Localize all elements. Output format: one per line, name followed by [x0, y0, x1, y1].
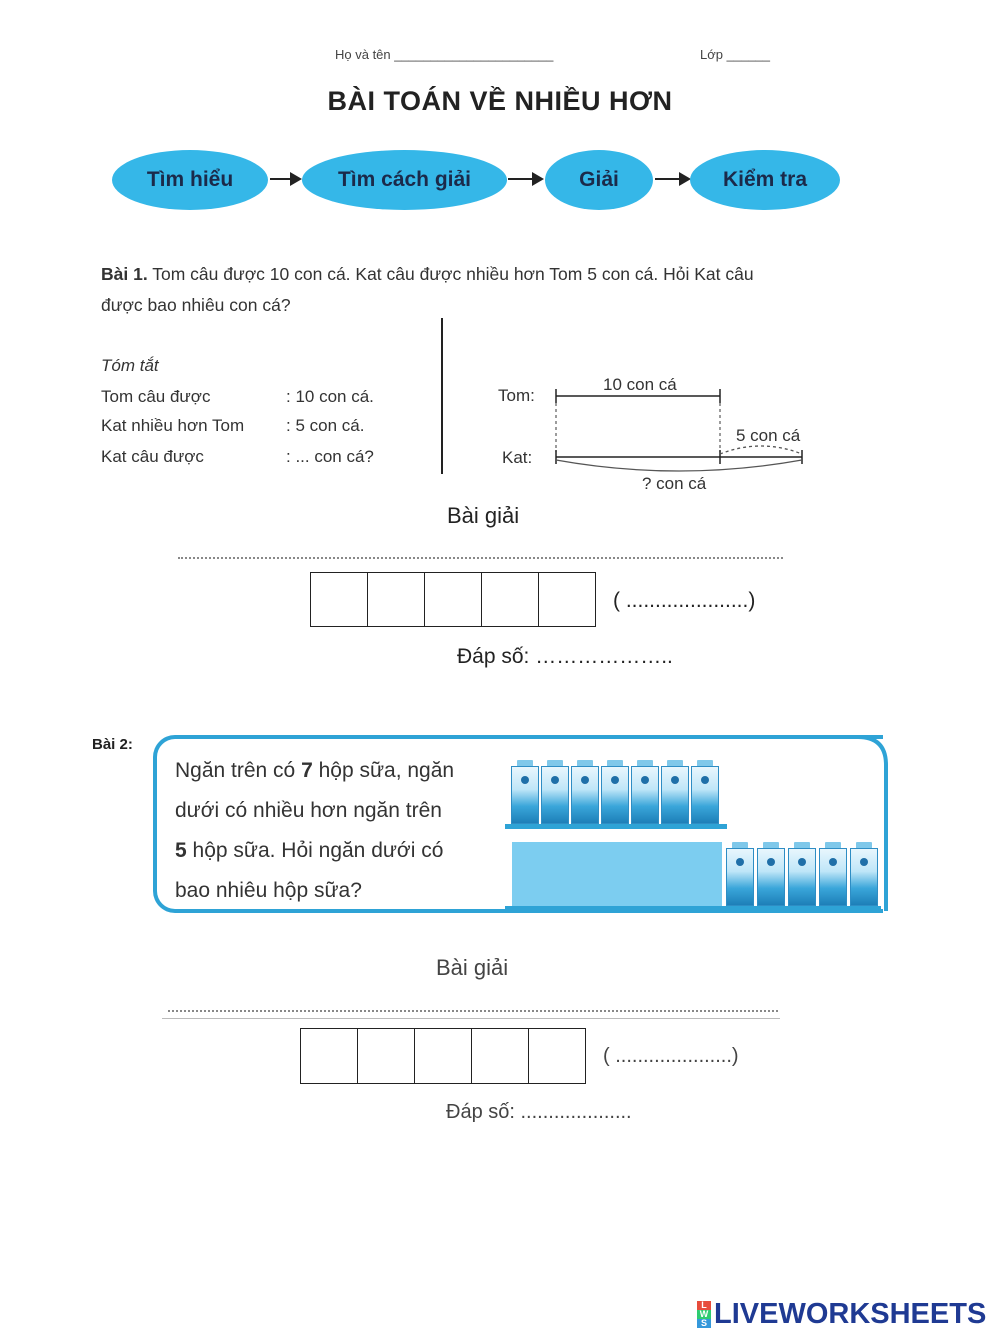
text: Ngăn trên có — [175, 759, 302, 782]
bai2-line2: dưới có nhiều hơn ngăn trên — [175, 799, 442, 822]
liveworksheets-logo — [697, 1298, 986, 1331]
bai2-unit-blank[interactable]: ( .....................) — [603, 1045, 739, 1067]
class-label: Lớp — [700, 47, 723, 62]
answer-box[interactable] — [481, 572, 539, 627]
answer-box[interactable] — [424, 572, 482, 627]
arrow-icon — [655, 178, 689, 180]
summary-row-2 — [101, 416, 364, 436]
step-giai: Giải — [545, 150, 653, 210]
name-field — [335, 47, 553, 62]
step-tim-hieu: Tìm hiểu — [112, 150, 268, 210]
summary-value: : 10 con cá. — [286, 387, 374, 406]
answer-box[interactable] — [310, 572, 368, 627]
milk-carton-icon — [757, 848, 785, 906]
milk-carton-icon — [571, 766, 599, 824]
bai1-label: Bài 1. — [101, 264, 148, 284]
top-shelf — [505, 760, 727, 830]
bottom-shelf — [722, 842, 882, 912]
extra-value: 5 con cá — [736, 426, 801, 445]
bai1-answer[interactable]: Đáp số: ……………….. — [457, 645, 673, 668]
bai1-unit-blank[interactable]: ( .....................) — [613, 589, 756, 612]
page-title: BÀI TOÁN VỀ NHIỀU HƠN — [327, 86, 673, 116]
bai2-solution-title: Bài giải — [436, 955, 509, 980]
total-brace — [556, 460, 802, 471]
answer-box[interactable] — [367, 572, 425, 627]
name-blank[interactable]: ______________________ — [394, 47, 554, 62]
milk-carton-icon — [661, 766, 689, 824]
summary-name: Tom câu được — [101, 387, 211, 406]
total-value: ? con cá — [642, 474, 707, 493]
bai2-line1 — [175, 751, 454, 791]
arrow-icon — [270, 178, 300, 180]
kat-label: Kat: — [502, 448, 533, 467]
summary-value: : 5 con cá. — [286, 416, 365, 435]
milk-carton-icon — [726, 848, 754, 906]
text: hộp sữa. Hỏi ngăn dưới có — [186, 839, 444, 862]
bai1-problem — [101, 264, 941, 285]
bai1-line2: được bao nhiêu con cá? — [101, 295, 291, 315]
divider — [441, 318, 443, 474]
segment-diagram — [498, 370, 838, 500]
hidden-cartons-cover — [512, 842, 722, 908]
number: 7 — [301, 759, 313, 782]
bai2-problem — [175, 751, 454, 911]
milk-carton-icon — [788, 848, 816, 906]
milk-carton-icon — [511, 766, 539, 824]
answer-box[interactable] — [471, 1028, 529, 1084]
shelf-board — [505, 824, 727, 829]
answer-box[interactable] — [357, 1028, 415, 1084]
bai2-label: Bài 2: — [92, 736, 133, 753]
step-tim-cach-giai: Tìm cách giải — [302, 150, 507, 210]
tom-label: Tom: — [498, 386, 535, 405]
class-blank[interactable]: ______ — [726, 47, 771, 62]
answer-line[interactable] — [178, 557, 783, 559]
milk-carton-icon — [631, 766, 659, 824]
bai1-line1: Tom câu được 10 con cá. Kat câu được nhiều hơn Tom 5 con cá. Hỏi Kat câu — [152, 264, 754, 284]
answer-box[interactable] — [414, 1028, 472, 1084]
answer-box[interactable] — [538, 572, 596, 627]
logo-mark-icon — [697, 1301, 711, 1328]
milk-carton-icon — [691, 766, 719, 824]
logo-letter: S — [697, 1319, 711, 1328]
bai2-line4: bao nhiêu hộp sữa? — [175, 879, 362, 902]
milk-carton-icon — [601, 766, 629, 824]
arrow-icon — [508, 178, 542, 180]
milk-carton-icon — [819, 848, 847, 906]
summary-value: : ... con cá? — [286, 447, 374, 466]
name-label: Họ và tên — [335, 47, 391, 62]
answer-line[interactable] — [168, 1010, 778, 1012]
logo-letter: L — [697, 1301, 711, 1310]
summary-row-1 — [101, 387, 374, 407]
number: 5 — [175, 839, 187, 862]
step-kiem-tra: Kiểm tra — [690, 150, 840, 210]
summary-name: Kat nhiều hơn Tom — [101, 416, 245, 435]
class-field — [700, 47, 770, 62]
divider-line — [162, 1018, 780, 1019]
bai2-answer[interactable]: Đáp số: .................... — [446, 1101, 632, 1123]
logo-letter: W — [697, 1310, 711, 1319]
summary-title: Tóm tắt — [101, 356, 159, 375]
bai2-line3 — [175, 831, 454, 871]
bai1-solution-title: Bài giải — [447, 503, 520, 528]
brand-name: LIVEWORKSHEETS — [714, 1298, 987, 1330]
summary-name: Kat câu được — [101, 447, 204, 466]
milk-carton-icon — [541, 766, 569, 824]
summary-row-3 — [101, 447, 374, 467]
milk-carton-icon — [850, 848, 878, 906]
tom-value: 10 con cá — [603, 375, 677, 394]
answer-box[interactable] — [528, 1028, 586, 1084]
text: hộp sữa, ngăn — [312, 759, 455, 782]
shelf-board — [505, 906, 881, 911]
extra-brace — [720, 446, 802, 454]
bai1-answer-boxes — [310, 572, 596, 627]
answer-box[interactable] — [300, 1028, 358, 1084]
bai2-answer-boxes — [300, 1028, 586, 1084]
